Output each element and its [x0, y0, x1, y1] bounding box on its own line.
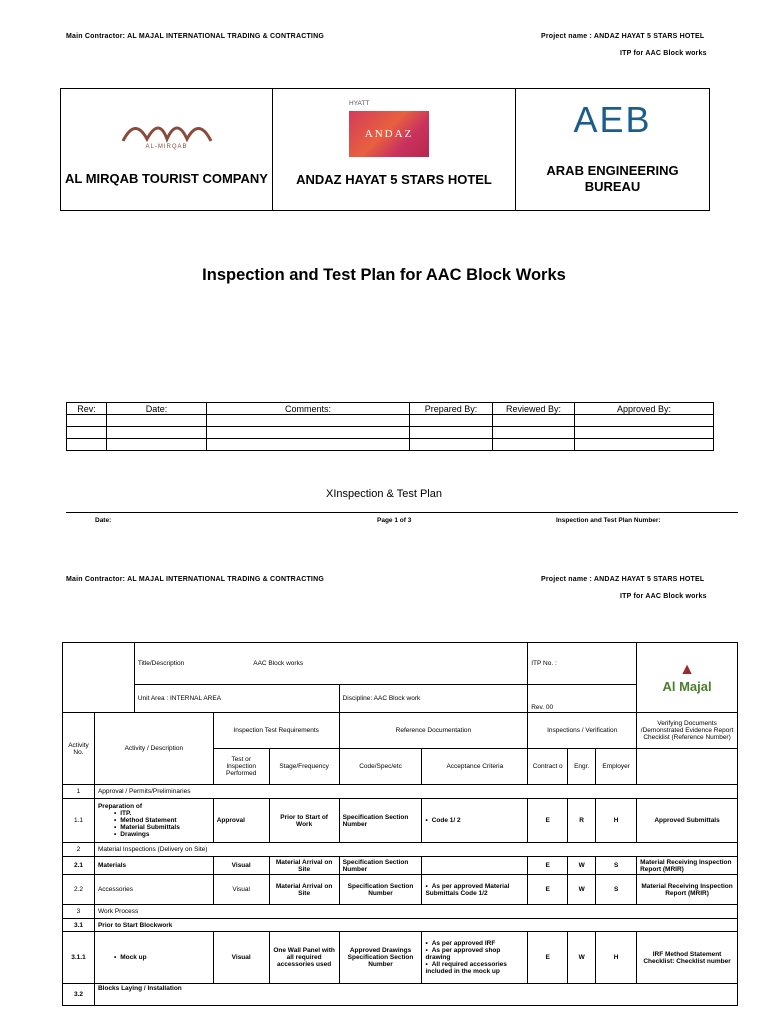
revision-table — [66, 402, 714, 451]
engineer-code: W — [568, 932, 596, 984]
list-item: • All required accessories included in the mock up — [425, 961, 524, 975]
footer-divider — [66, 512, 738, 513]
list-item: • As per approved shop drawing — [425, 947, 524, 961]
table-row — [63, 984, 738, 1006]
col-inspection-test-req: Inspection Test Requirements — [213, 713, 339, 749]
section-number: 1 — [63, 785, 95, 799]
activity-desc: Blocks Laying / Installation — [94, 984, 737, 1006]
table-row — [63, 799, 738, 843]
section-number: 2 — [63, 843, 95, 857]
table-row — [63, 919, 738, 932]
engineer-code: W — [568, 875, 596, 905]
employer-code: H — [596, 799, 637, 843]
activity-desc — [94, 799, 213, 843]
section-row — [63, 843, 738, 857]
comments-header: Comments: — [207, 403, 410, 415]
contractor-code: E — [528, 932, 568, 984]
test-performed: Visual — [213, 857, 269, 875]
col-stage-frequency: Stage/Frequency — [269, 749, 339, 785]
hyatt-logo-text: HYATT — [349, 100, 370, 107]
verifying-doc: Material Receiving Inspection Report (MRIR) — [637, 875, 738, 905]
section-number: 3 — [63, 905, 95, 919]
andaz-hotel-name: ANDAZ HAYAT 5 STARS HOTEL — [296, 172, 492, 187]
section-row — [63, 905, 738, 919]
title-desc-label: Title/Description — [134, 643, 213, 685]
column-header-row-1 — [63, 713, 738, 749]
itp-main-table — [62, 642, 738, 1006]
list-item: • As per approved IRF — [425, 940, 524, 947]
discipline: Discipline: AAC Block work — [339, 685, 528, 713]
engineer-code: R — [568, 799, 596, 843]
approved-by-header: Approved By: — [575, 403, 714, 415]
section-title: Work Process — [94, 905, 737, 919]
prepared-by-header: Prepared By: — [410, 403, 493, 415]
list-item: • Drawings — [114, 831, 210, 838]
col-employer: Employer — [596, 749, 637, 785]
table-row — [63, 932, 738, 984]
andaz-logo-icon — [349, 111, 429, 157]
employer-code: S — [596, 875, 637, 905]
col-activity-desc: Activity / Description — [94, 713, 213, 785]
col-engineer: Engr. — [568, 749, 596, 785]
contractor-code: E — [528, 875, 568, 905]
stage-frequency: One Wall Panel with all required accessories used — [269, 932, 339, 984]
contractor-code: E — [528, 799, 568, 843]
footer-date: Date: — [95, 517, 112, 524]
almirqab-logo-text: AL-MIRQAB — [145, 144, 188, 150]
page1-header-contractor: Main Contractor: AL MAJAL INTERNATIONAL TRADING & CONTRACTING — [66, 33, 324, 40]
test-performed: Approval — [213, 799, 269, 843]
desc-head: Preparation of — [97, 803, 143, 810]
revision-header-row — [67, 403, 714, 415]
title-desc-value: AAC Block works — [213, 643, 527, 685]
logo-box-aeb — [515, 88, 710, 211]
verifying-doc: IRF Method Statement Checklist: Checklist number — [637, 932, 738, 984]
acceptance-criteria — [422, 875, 528, 905]
aeb-name-line2: BUREAU — [584, 179, 641, 194]
col-activity-no: Activity No. — [63, 713, 95, 785]
section-title: Approval / Permits/Preliminaries — [94, 785, 737, 799]
unit-area: Unit Area : INTERNAL AREA — [134, 685, 339, 713]
activity-no: 3.1 — [63, 919, 95, 932]
list-item: • Material Submittals — [114, 824, 210, 831]
rev-number: Rev. 00 — [528, 685, 637, 713]
logo-box-almirqab — [60, 88, 273, 211]
stage-frequency: Prior to Start of Work — [269, 799, 339, 843]
aeb-logo-icon: AEB — [573, 99, 652, 140]
test-performed: Visual — [213, 932, 269, 984]
revision-row — [67, 427, 714, 439]
code-spec: Specification Section Number — [339, 875, 422, 905]
activity-desc: Materials — [94, 857, 213, 875]
section-row — [63, 785, 738, 799]
table-row — [63, 857, 738, 875]
title-row — [63, 643, 738, 685]
stage-frequency: Material Arrival on Site — [269, 857, 339, 875]
page1-header-sub: ITP for AAC Block works — [620, 50, 707, 57]
logo-box-andaz — [272, 88, 516, 211]
activity-no: 3.2 — [63, 984, 95, 1006]
document-title: Inspection and Test Plan for AAC Block Works — [202, 266, 566, 284]
acceptance-criteria — [422, 932, 528, 984]
itp-no-label: ITP No. : — [528, 643, 637, 685]
engineer-code: W — [568, 857, 596, 875]
verifying-doc: Approved Submittals — [637, 799, 738, 843]
activity-no: 1.1 — [63, 799, 95, 843]
activity-desc — [94, 932, 213, 984]
test-performed: Visual — [213, 875, 269, 905]
list-item: • As per approved Material Submittals Code 1/2 — [425, 883, 524, 897]
list-item: • ITP. — [114, 810, 210, 817]
unit-area-row — [63, 685, 738, 713]
almirqab-company-name: AL MIRQAB TOURIST COMPANY — [65, 171, 268, 186]
page2-header-project: Project name : ANDAZ HAYAT 5 STARS HOTEL — [541, 576, 705, 583]
footer-page-number: Page 1 of 3 — [377, 517, 412, 524]
employer-code: S — [596, 857, 637, 875]
code-spec: Specification Section Number — [339, 857, 422, 875]
col-code-spec: Code/Spec/etc — [339, 749, 422, 785]
reviewed-by-header: Reviewed By: — [493, 403, 575, 415]
acceptance-criteria — [422, 857, 528, 875]
date-header: Date: — [107, 403, 207, 415]
list-item: • Mock up — [114, 954, 210, 961]
acceptance-criteria — [422, 799, 528, 843]
col-inspections-verification: Inspections / Verification — [528, 713, 637, 749]
footer-itp-number: Inspection and Test Plan Number: — [556, 517, 661, 524]
employer-code: H — [596, 932, 637, 984]
page2-header-sub: ITP for AAC Block works — [620, 593, 707, 600]
desc-list — [98, 810, 210, 838]
code-spec: Approved Drawings Specification Section Number — [339, 932, 422, 984]
list-item: • Method Statement — [114, 817, 210, 824]
code-spec: Specification Section Number — [339, 799, 422, 843]
aeb-name-line1: ARAB ENGINEERING — [546, 163, 679, 178]
verifying-doc: Material Receiving Inspection Report (MRIR) — [637, 857, 738, 875]
col-reference-doc: Reference Documentation — [339, 713, 528, 749]
activity-no: 2.2 — [63, 875, 95, 905]
almirqab-logo-icon — [121, 115, 213, 143]
itp-title: XInspection & Test Plan — [326, 488, 442, 500]
col-contractor: Contract o — [528, 749, 568, 785]
col-verifying-docs: Verifying Documents /Demonstrated Evidence Report Checklist (Reference Number) — [637, 713, 738, 749]
stage-frequency: Material Arrival on Site — [269, 875, 339, 905]
page1-header-project: Project name : ANDAZ HAYAT 5 STARS HOTEL — [541, 33, 705, 40]
col-acceptance-criteria: Acceptance Criteria — [422, 749, 528, 785]
activity-no: 2.1 — [63, 857, 95, 875]
andaz-logo-text: ANDAZ — [364, 128, 414, 140]
activity-no: 3.1.1 — [63, 932, 95, 984]
activity-desc: Accessories — [94, 875, 213, 905]
list-item: • Code 1/ 2 — [425, 817, 524, 824]
contractor-code: E — [528, 857, 568, 875]
rev-header: Rev: — [67, 403, 107, 415]
almajal-logo — [637, 643, 738, 713]
almajal-logo-text: Al Majal — [662, 679, 712, 694]
table-row — [63, 875, 738, 905]
revision-row — [67, 415, 714, 427]
col-test-performed: Test or Inspection Performed — [213, 749, 269, 785]
section-title: Material Inspections (Delivery on Site) — [94, 843, 737, 857]
almajal-logo-icon: ▲ — [679, 661, 695, 678]
activity-desc: Prior to Start Blockwork — [94, 919, 737, 932]
page2-header-contractor: Main Contractor: AL MAJAL INTERNATIONAL TRADING & CONTRACTING — [66, 576, 324, 583]
revision-row — [67, 439, 714, 451]
